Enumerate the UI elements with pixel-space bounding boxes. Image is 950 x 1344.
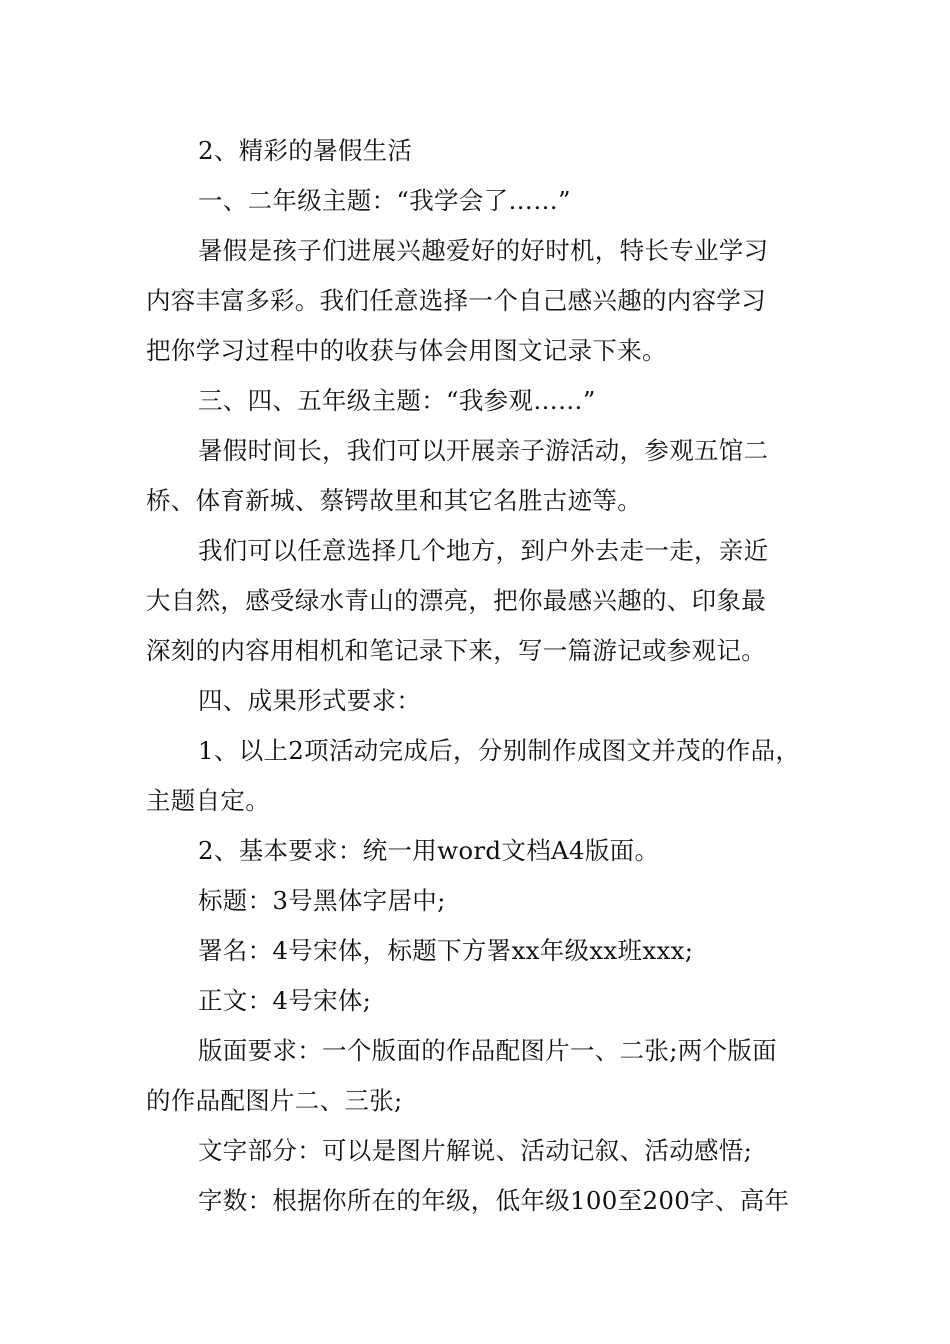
layout-requirements: 版面要求：一个版面的作品配图片一、二张;两个版面 的作品配图片二、三张; <box>146 1036 777 1115</box>
requirement-item-1: 1、以上2项活动完成后，分别制作成图文并茂的作品， 主题自定。 <box>146 736 801 815</box>
paragraph-outdoor-visit: 我们可以任意选择几个地方，到户外去走一走，亲近 大自然，感受绿水青山的漂亮，把你最感兴趣的、印象最 深刻的内容用相机和笔记录下来，写一篇游记或参观记。 <box>146 536 769 665</box>
title-format: 标题：3号黑体字居中; <box>198 886 446 915</box>
requirement-item-2: 2、基本要求：统一用word文档A4版面。 <box>198 836 660 865</box>
section-heading-summer-life: 2、精彩的暑假生活 <box>198 136 413 165</box>
paragraph-family-trip: 暑假时间长，我们可以开展亲子游活动，参观五馆二 桥、体育新城、蔡锷故里和其它名胜古迹等。 <box>146 436 769 515</box>
paragraph-summer-learning: 暑假是孩子们进展兴趣爱好的好时机，特长专业学习 内容丰富多彩。我们任意选择一个自己感兴趣的内容学习 把你学习过程中的收获与体会用图文记录下来。 <box>146 236 769 365</box>
section-heading-output-requirements: 四、成果形式要求： <box>198 686 422 715</box>
grade-3-5-theme: 三、四、五年级主题：“我参观……” <box>198 386 596 415</box>
text-section-requirements: 文字部分：可以是图片解说、活动记叙、活动感悟; <box>198 1136 753 1165</box>
grade-1-2-theme: 一、二年级主题：“我学会了……” <box>198 186 571 215</box>
document-body <box>146 126 810 1226</box>
body-format: 正文：4号宋体; <box>198 986 372 1015</box>
signature-format: 署名：4号宋体，标题下方署xx年级xx班xxx; <box>198 936 694 965</box>
word-count-requirements: 字数：根据你所在的年级，低年级100至200字、高年 <box>198 1186 790 1215</box>
